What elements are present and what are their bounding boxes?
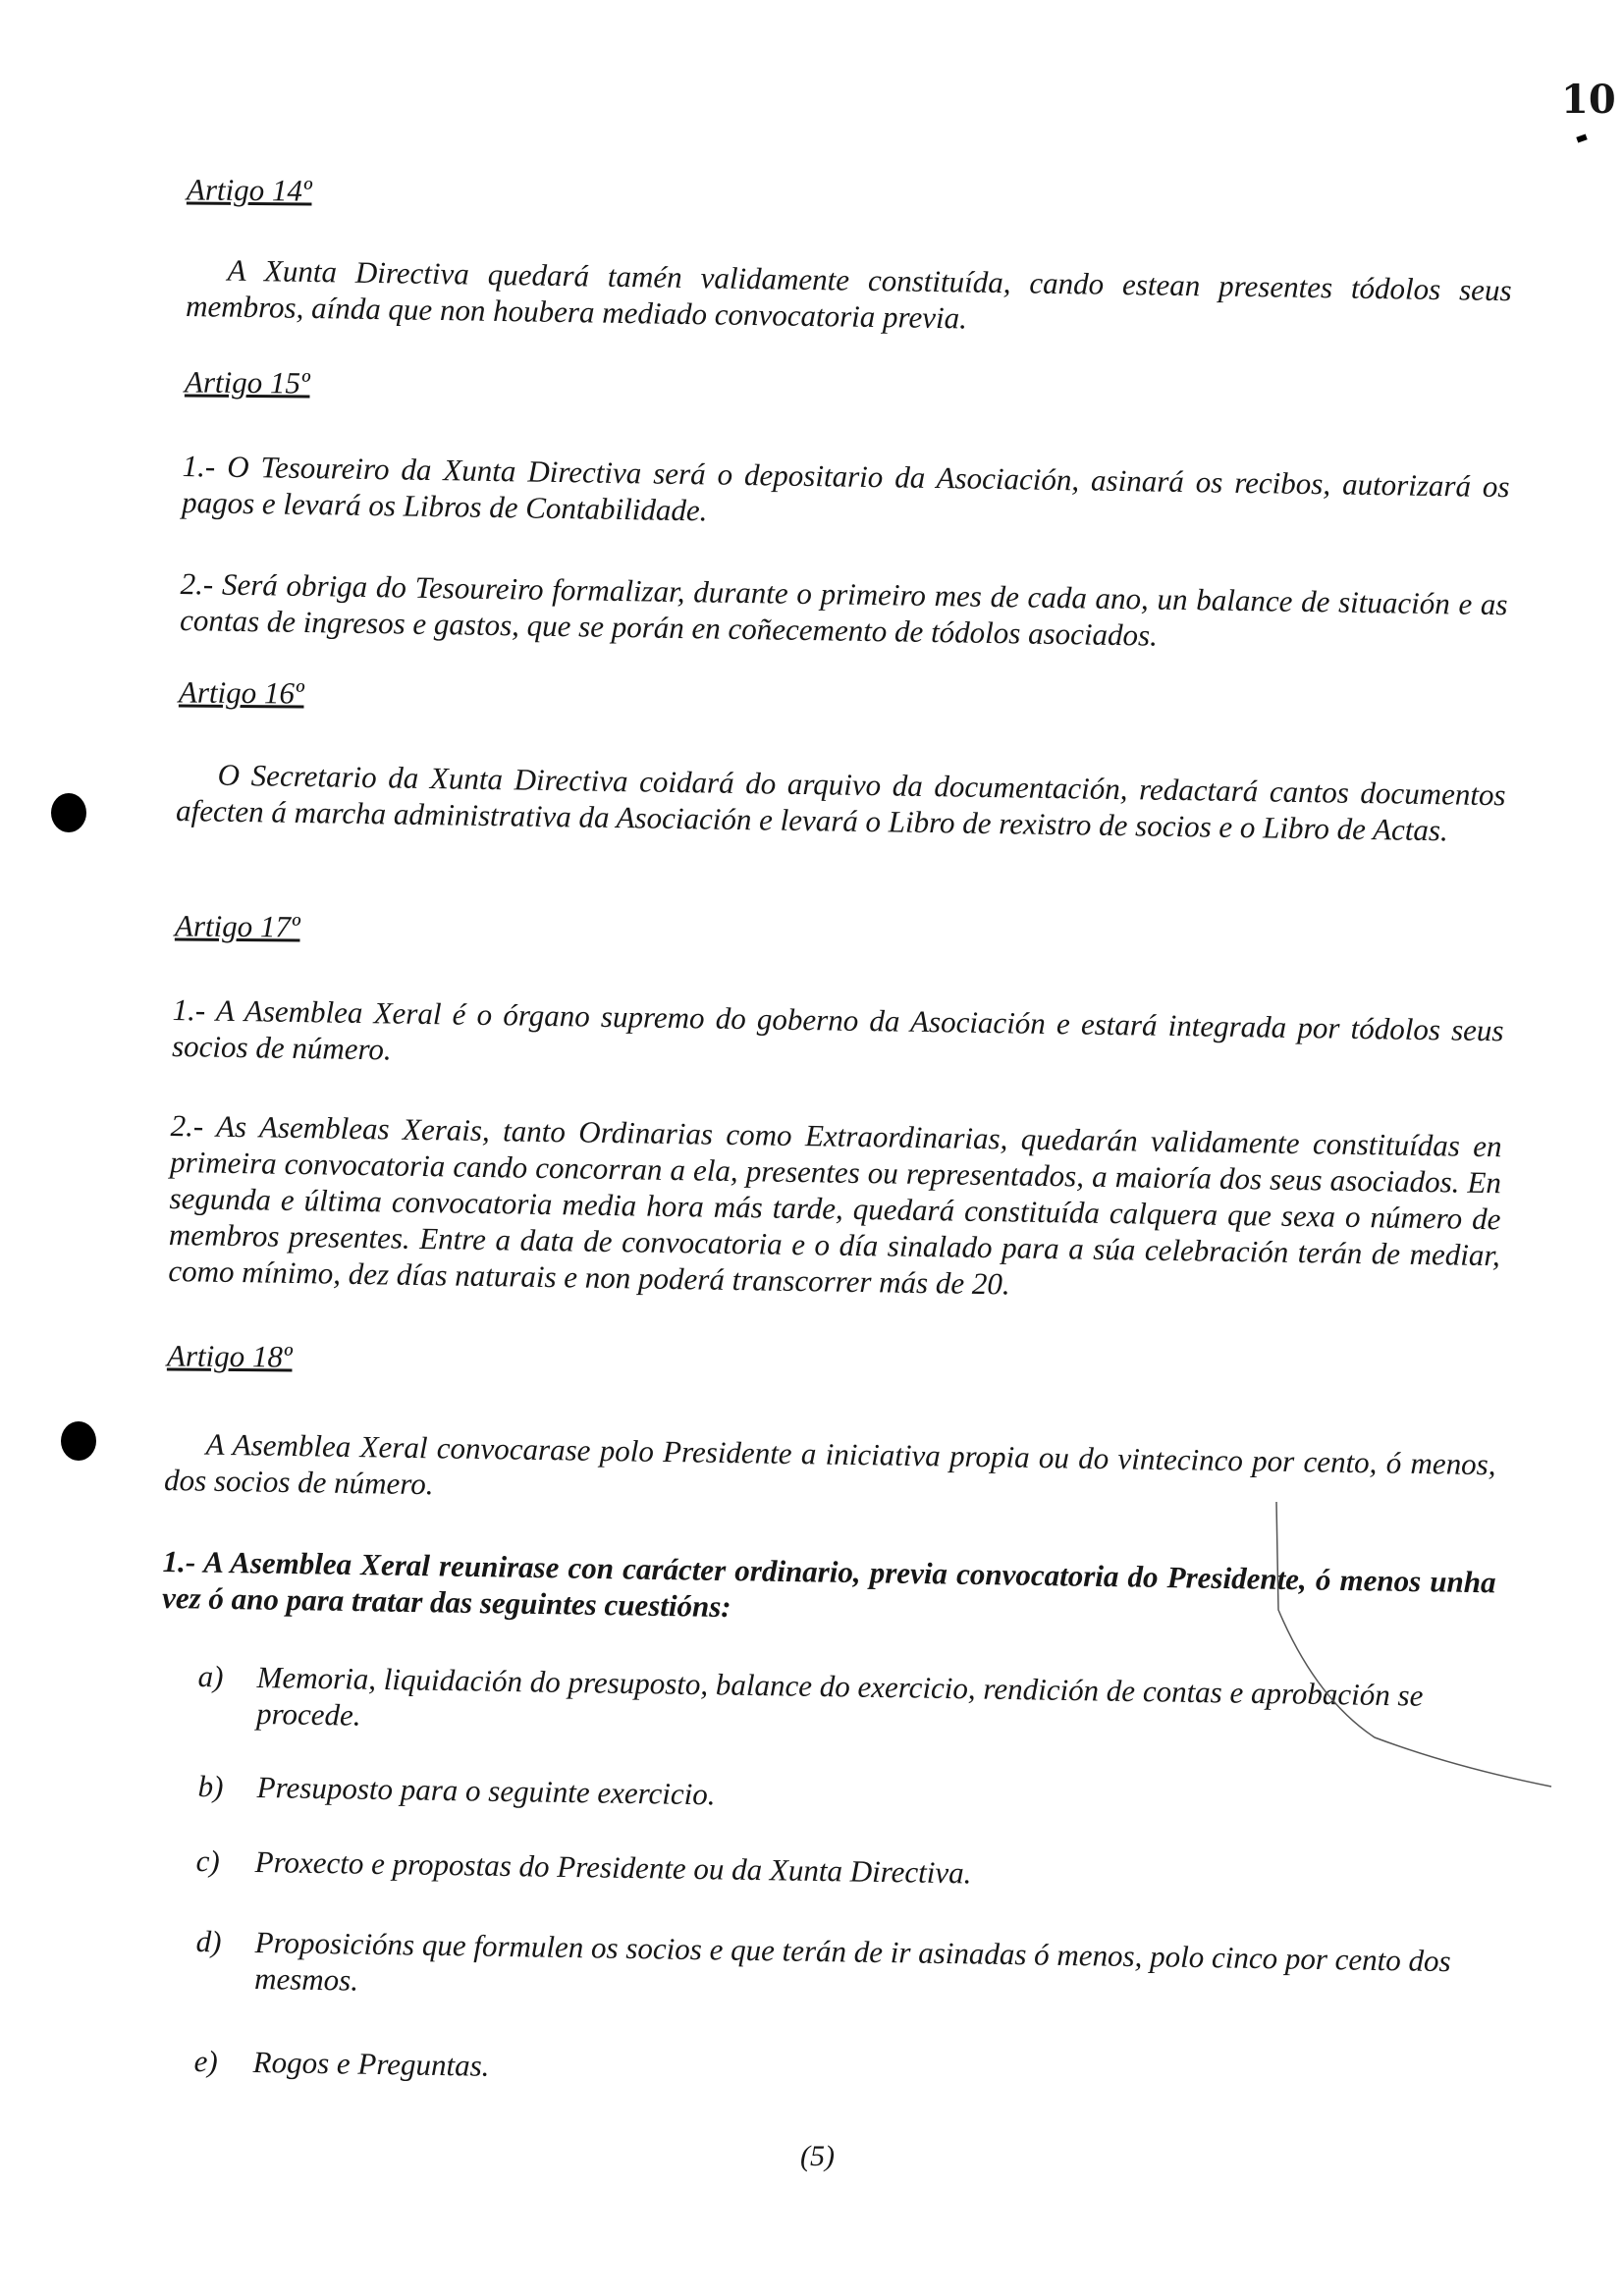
list-item-label: c) bbox=[195, 1843, 221, 1879]
pen-mark bbox=[1576, 133, 1587, 142]
list-item-label: d) bbox=[195, 1924, 222, 1959]
list-item-label: b) bbox=[197, 1769, 224, 1804]
list-item bbox=[195, 1924, 1492, 2016]
list-item-label: e) bbox=[193, 2044, 219, 2079]
article-14-text: A Xunta Directiva quedará tamén validamente constituída, cando estean presentes tódolos seus membros, aínda que non houbera mediado convocatoria previa. bbox=[185, 252, 1512, 336]
list-item-text: Memoria, liquidación do presuposto, balance do exercicio, rendición de contas e aprobación se procede. bbox=[255, 1659, 1424, 1733]
article-18-title: Artigo 18º bbox=[166, 1338, 293, 1374]
article-16-text: O Secretario da Xunta Directiva coidará do arquivo da documentación, redactará cantos documentos afecten á marcha administrativa da Asociación e levará o Libro de rexistro de socios e o Libro de Actas. bbox=[175, 757, 1506, 848]
list-item-text: Proxecto e propostas do Presidente ou da Xunta Directiva. bbox=[254, 1843, 972, 1891]
list-item-label: a) bbox=[197, 1659, 224, 1694]
list-item-text: Presuposto para o seguinte exercicio. bbox=[256, 1769, 716, 1812]
article-17-title: Artigo 17º bbox=[174, 908, 300, 944]
article-17-p2: 2.- As Asembleas Xerais, tanto Ordinarias como Extraordinarias, quedarán validamente constituídas en primeira convocatoria cando concorran a ela, presentes ou representados, a maioría dos seus asociados. En segunda e última convocatoria media hora más tarde, quedará constituída calquera que sexa o número de membros presentes. Entre a data de convocatoria e o día sinalado para a súa celebración terán de mediar, como mínimo, dez días naturais e non poderá transcorrer más de 20. bbox=[168, 1107, 1502, 1302]
handwritten-page-number: 10 bbox=[1561, 77, 1616, 123]
page-footer-number: (5) bbox=[800, 2140, 835, 2172]
article-17-p1: 1.- A Asemblea Xeral é o órgano supremo do goberno da Asociación e estará integrada por tódolos seus socios de número. bbox=[171, 991, 1504, 1067]
list-item bbox=[195, 1843, 1491, 1899]
list-item-text: Proposicións que formulen os socios e que terán de ir asinadas ó menos, polo cinco por cento dos mesmos. bbox=[253, 1924, 1451, 1998]
article-15-p1: 1.- O Tesoureiro da Xunta Directiva será o depositario da Asociación, asinará os recibos, autorizará os pagos e levará os Libros de Contabilidade. bbox=[181, 448, 1510, 528]
article-16-title: Artigo 16º bbox=[178, 674, 304, 711]
list-item bbox=[193, 2044, 1489, 2100]
list-item-text: Rogos e Preguntas. bbox=[252, 2044, 490, 2083]
punch-hole bbox=[61, 1421, 96, 1461]
article-15-p2: 2.- Será obriga do Tesoureiro formalizar, durante o primeiro mes de cada ano, un balance de situación e as contas de ingresos e gastos, que se porán en coñecemento de tódolos asociados. bbox=[179, 565, 1508, 653]
article-18-p1: 1.- A Asemblea Xeral reunirase con carácter ordinario, previa convocatoria do Presidente, ó menos unha vez ó ano para tratar das seguintes cuestións: bbox=[161, 1543, 1496, 1625]
article-15-title: Artigo 15º bbox=[184, 364, 310, 400]
punch-hole bbox=[51, 793, 86, 832]
article-18-text: A Asemblea Xeral convocarase polo Presidente a iniciativa propia ou do vintecinco por cento, ó menos, dos socios de número. bbox=[163, 1426, 1496, 1502]
pen-stroke bbox=[1257, 1502, 1571, 1796]
article-14-title: Artigo 14º bbox=[186, 172, 312, 208]
